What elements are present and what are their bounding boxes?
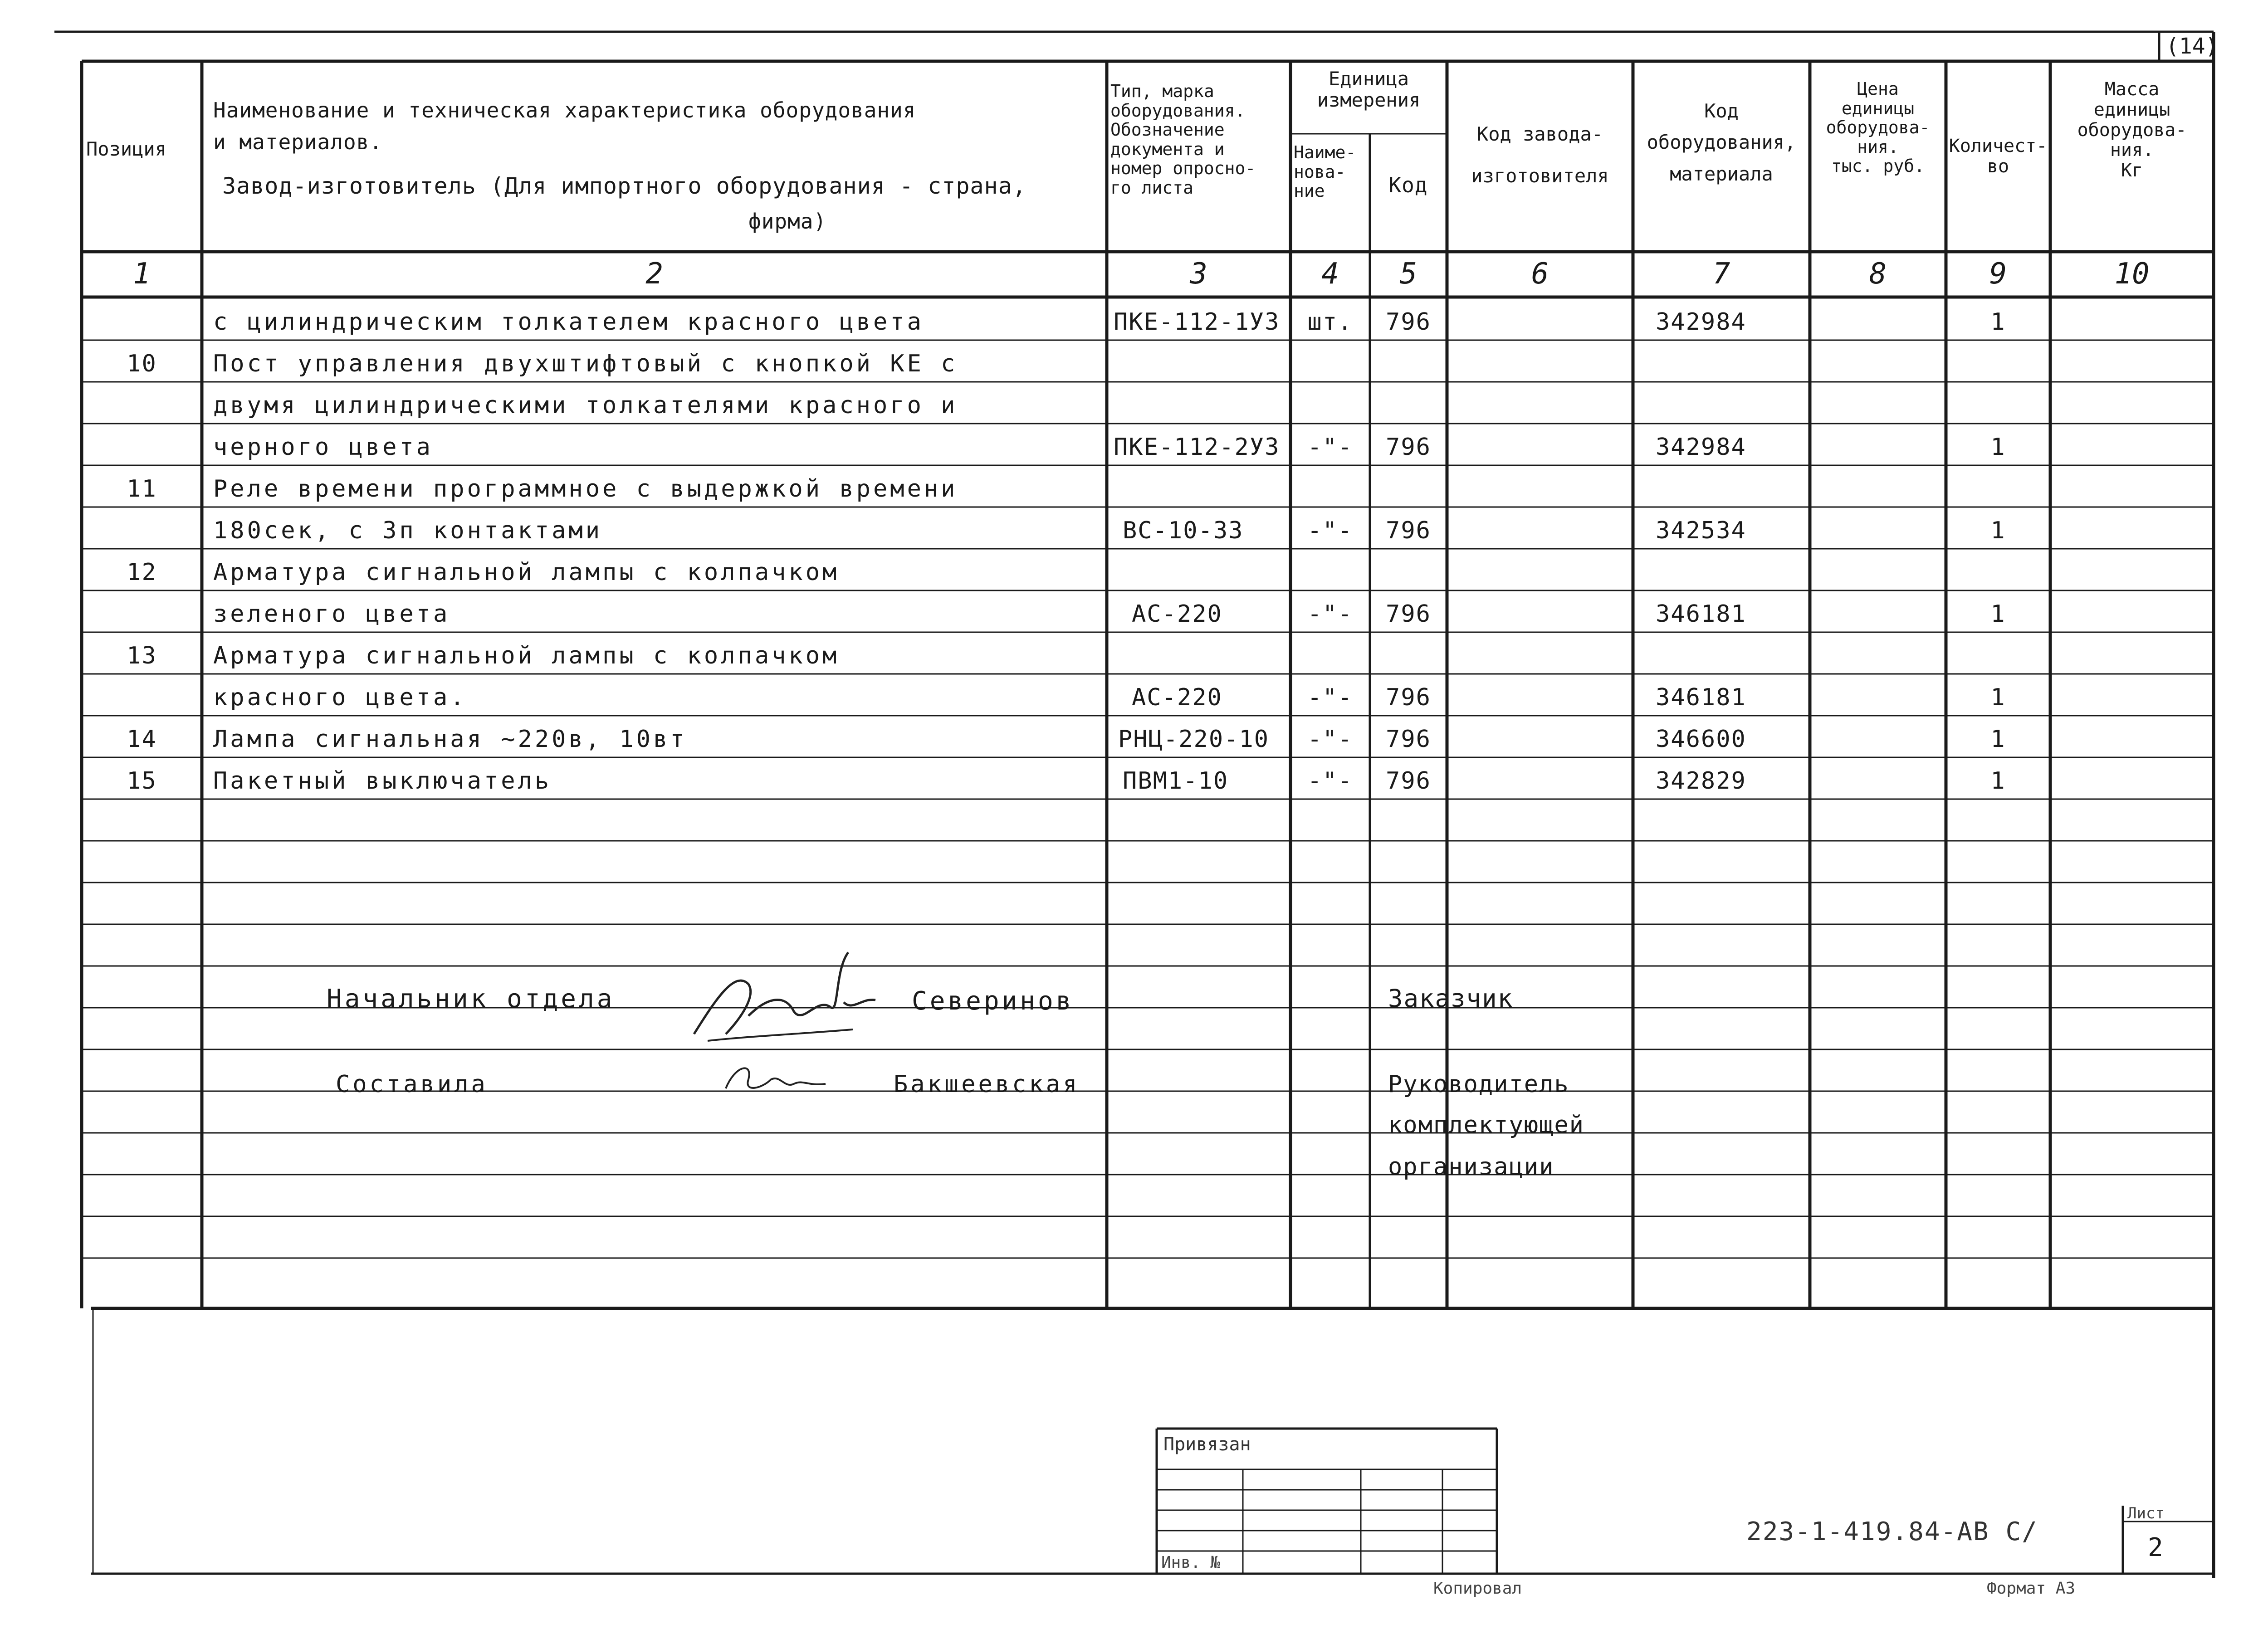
row-7-name: зеленого цвета — [213, 600, 450, 628]
row-9-quantity: 1 — [1990, 684, 2006, 711]
row-10-material-code: 346600 — [1656, 726, 1746, 753]
column-number-5: 5 — [1399, 257, 1418, 291]
header-name-line1: Наименование и техническая характеристика оборудования — [213, 98, 916, 122]
row-3-unit-code: 796 — [1386, 434, 1431, 461]
header-type: Тип, марка оборудования. Обозначение документа и номер опросно- го листа — [1110, 81, 1256, 198]
row-1-name: Пост управления двухштифтовый с кнопкой КЕ с — [213, 350, 958, 377]
row-9-unit-code: 796 — [1386, 684, 1431, 711]
column-number-7: 7 — [1712, 257, 1730, 291]
row-9-name: красного цвета. — [213, 684, 467, 711]
row-8-position: 13 — [127, 642, 157, 669]
row-10-unit-code: 796 — [1386, 726, 1431, 753]
header-name-line4: фирма) — [748, 209, 827, 234]
column-number-10: 10 — [2114, 257, 2150, 291]
header-quantity: Количест- во — [1949, 136, 2048, 177]
head-of-department-name: Северинов — [912, 986, 1074, 1016]
row-7-unit-code: 796 — [1386, 600, 1431, 628]
row-10-position: 14 — [127, 726, 157, 753]
row-11-position: 15 — [127, 767, 157, 795]
linked-label: Привязан — [1163, 1434, 1251, 1455]
row-0-unit: шт. — [1307, 308, 1353, 336]
header-name-line3: Завод-изготовитель (Для импортного оборудования - страна, — [222, 173, 1026, 199]
row-11-type: ПВМ1-10 — [1123, 767, 1229, 795]
row-11-unit: -"- — [1307, 767, 1353, 795]
sheet-number: 2 — [2148, 1533, 2164, 1562]
row-0-unit-code: 796 — [1386, 308, 1431, 336]
header-unit-name: Наиме- нова- ние — [1294, 142, 1356, 201]
header-price: Цена единицы оборудова- ния. тыс. руб. — [1826, 79, 1930, 176]
header-mass: Масса единицы оборудова- ния. Кг — [2077, 79, 2187, 181]
manager-line-3: организации — [1388, 1153, 1554, 1180]
row-5-unit: -"- — [1307, 517, 1353, 544]
page-number: (14) — [2166, 34, 2219, 59]
row-11-name: Пакетный выключатель — [213, 767, 552, 795]
row-11-quantity: 1 — [1990, 767, 2006, 795]
column-number-2: 2 — [645, 257, 663, 291]
row-5-type: ВС-10-33 — [1123, 517, 1244, 544]
format-label: Формат А3 — [1987, 1579, 2076, 1598]
customer-label: Заказчик — [1388, 984, 1514, 1013]
sheet-label: Лист — [2127, 1504, 2165, 1522]
row-0-material-code: 342984 — [1656, 308, 1746, 336]
row-10-name: Лампа сигнальная ~220в, 10вт — [213, 726, 687, 753]
row-7-unit: -"- — [1307, 600, 1353, 628]
column-number-3: 3 — [1190, 257, 1207, 291]
manager-line-1: Руководитель — [1388, 1071, 1569, 1098]
row-0-name: с цилиндрическим толкателем красного цвета — [213, 308, 924, 336]
row-0-type: ПКЕ-112-1У3 — [1114, 308, 1280, 336]
row-10-unit: -"- — [1307, 726, 1353, 753]
row-9-type: АС-220 — [1132, 684, 1222, 711]
header-name-line2: и материалов. — [213, 130, 383, 154]
row-2-name: двумя цилиндрическими толкателями красного и — [213, 392, 958, 419]
row-0-quantity: 1 — [1990, 308, 2006, 336]
column-number-8: 8 — [1869, 257, 1887, 291]
row-10-type: РНЦ-220-10 — [1118, 726, 1270, 753]
manager-line-2: комплектующей — [1388, 1112, 1584, 1139]
row-8-name: Арматура сигнальной лампы с колпачком — [213, 642, 840, 669]
row-3-type: ПКЕ-112-2У3 — [1114, 434, 1280, 461]
header-unit-code: Код — [1388, 173, 1428, 197]
row-9-unit: -"- — [1307, 684, 1353, 711]
copied-label: Копировал — [1433, 1579, 1522, 1598]
row-9-material-code: 346181 — [1656, 684, 1746, 711]
row-3-name: черного цвета — [213, 434, 433, 461]
row-5-name: 180сек, с 3п контактами — [213, 517, 603, 544]
row-11-material-code: 342829 — [1656, 767, 1746, 795]
compiler-label: Составила — [336, 1071, 488, 1098]
column-number-1: 1 — [133, 257, 151, 291]
row-3-unit: -"- — [1307, 434, 1353, 461]
compiler-name: Бакшеевская — [894, 1071, 1080, 1098]
header-factory-code: Код завода- изготовителя — [1471, 123, 1609, 187]
head-of-department-label: Начальник отдела — [327, 984, 615, 1014]
column-number-6: 6 — [1531, 257, 1549, 291]
header-unit: Единица измерения — [1317, 68, 1421, 112]
row-7-type: АС-220 — [1132, 600, 1222, 628]
document-code: 223-1-419.84-АВ С/ — [1746, 1517, 2038, 1546]
header-position: Позиция — [86, 138, 167, 160]
row-3-quantity: 1 — [1990, 434, 2006, 461]
head-signature-icon — [680, 943, 889, 1052]
row-10-quantity: 1 — [1990, 726, 2006, 753]
row-3-material-code: 342984 — [1656, 434, 1746, 461]
row-4-name: Реле времени программное с выдержкой времени — [213, 475, 958, 502]
compiler-signature-icon — [717, 1057, 835, 1102]
inventory-number-label: Инв. № — [1161, 1553, 1221, 1572]
column-number-9: 9 — [1989, 257, 2007, 291]
row-1-position: 10 — [127, 350, 157, 377]
header-equipment-code: Код оборудования, материала — [1647, 100, 1796, 185]
row-5-quantity: 1 — [1990, 517, 2006, 544]
row-5-unit-code: 796 — [1386, 517, 1431, 544]
row-6-position: 12 — [127, 559, 157, 586]
row-5-material-code: 342534 — [1656, 517, 1746, 544]
row-7-quantity: 1 — [1990, 600, 2006, 628]
row-11-unit-code: 796 — [1386, 767, 1431, 795]
row-7-material-code: 346181 — [1656, 600, 1746, 628]
row-6-name: Арматура сигнальной лампы с колпачком — [213, 559, 840, 586]
row-4-position: 11 — [127, 475, 157, 502]
column-number-4: 4 — [1321, 257, 1339, 291]
